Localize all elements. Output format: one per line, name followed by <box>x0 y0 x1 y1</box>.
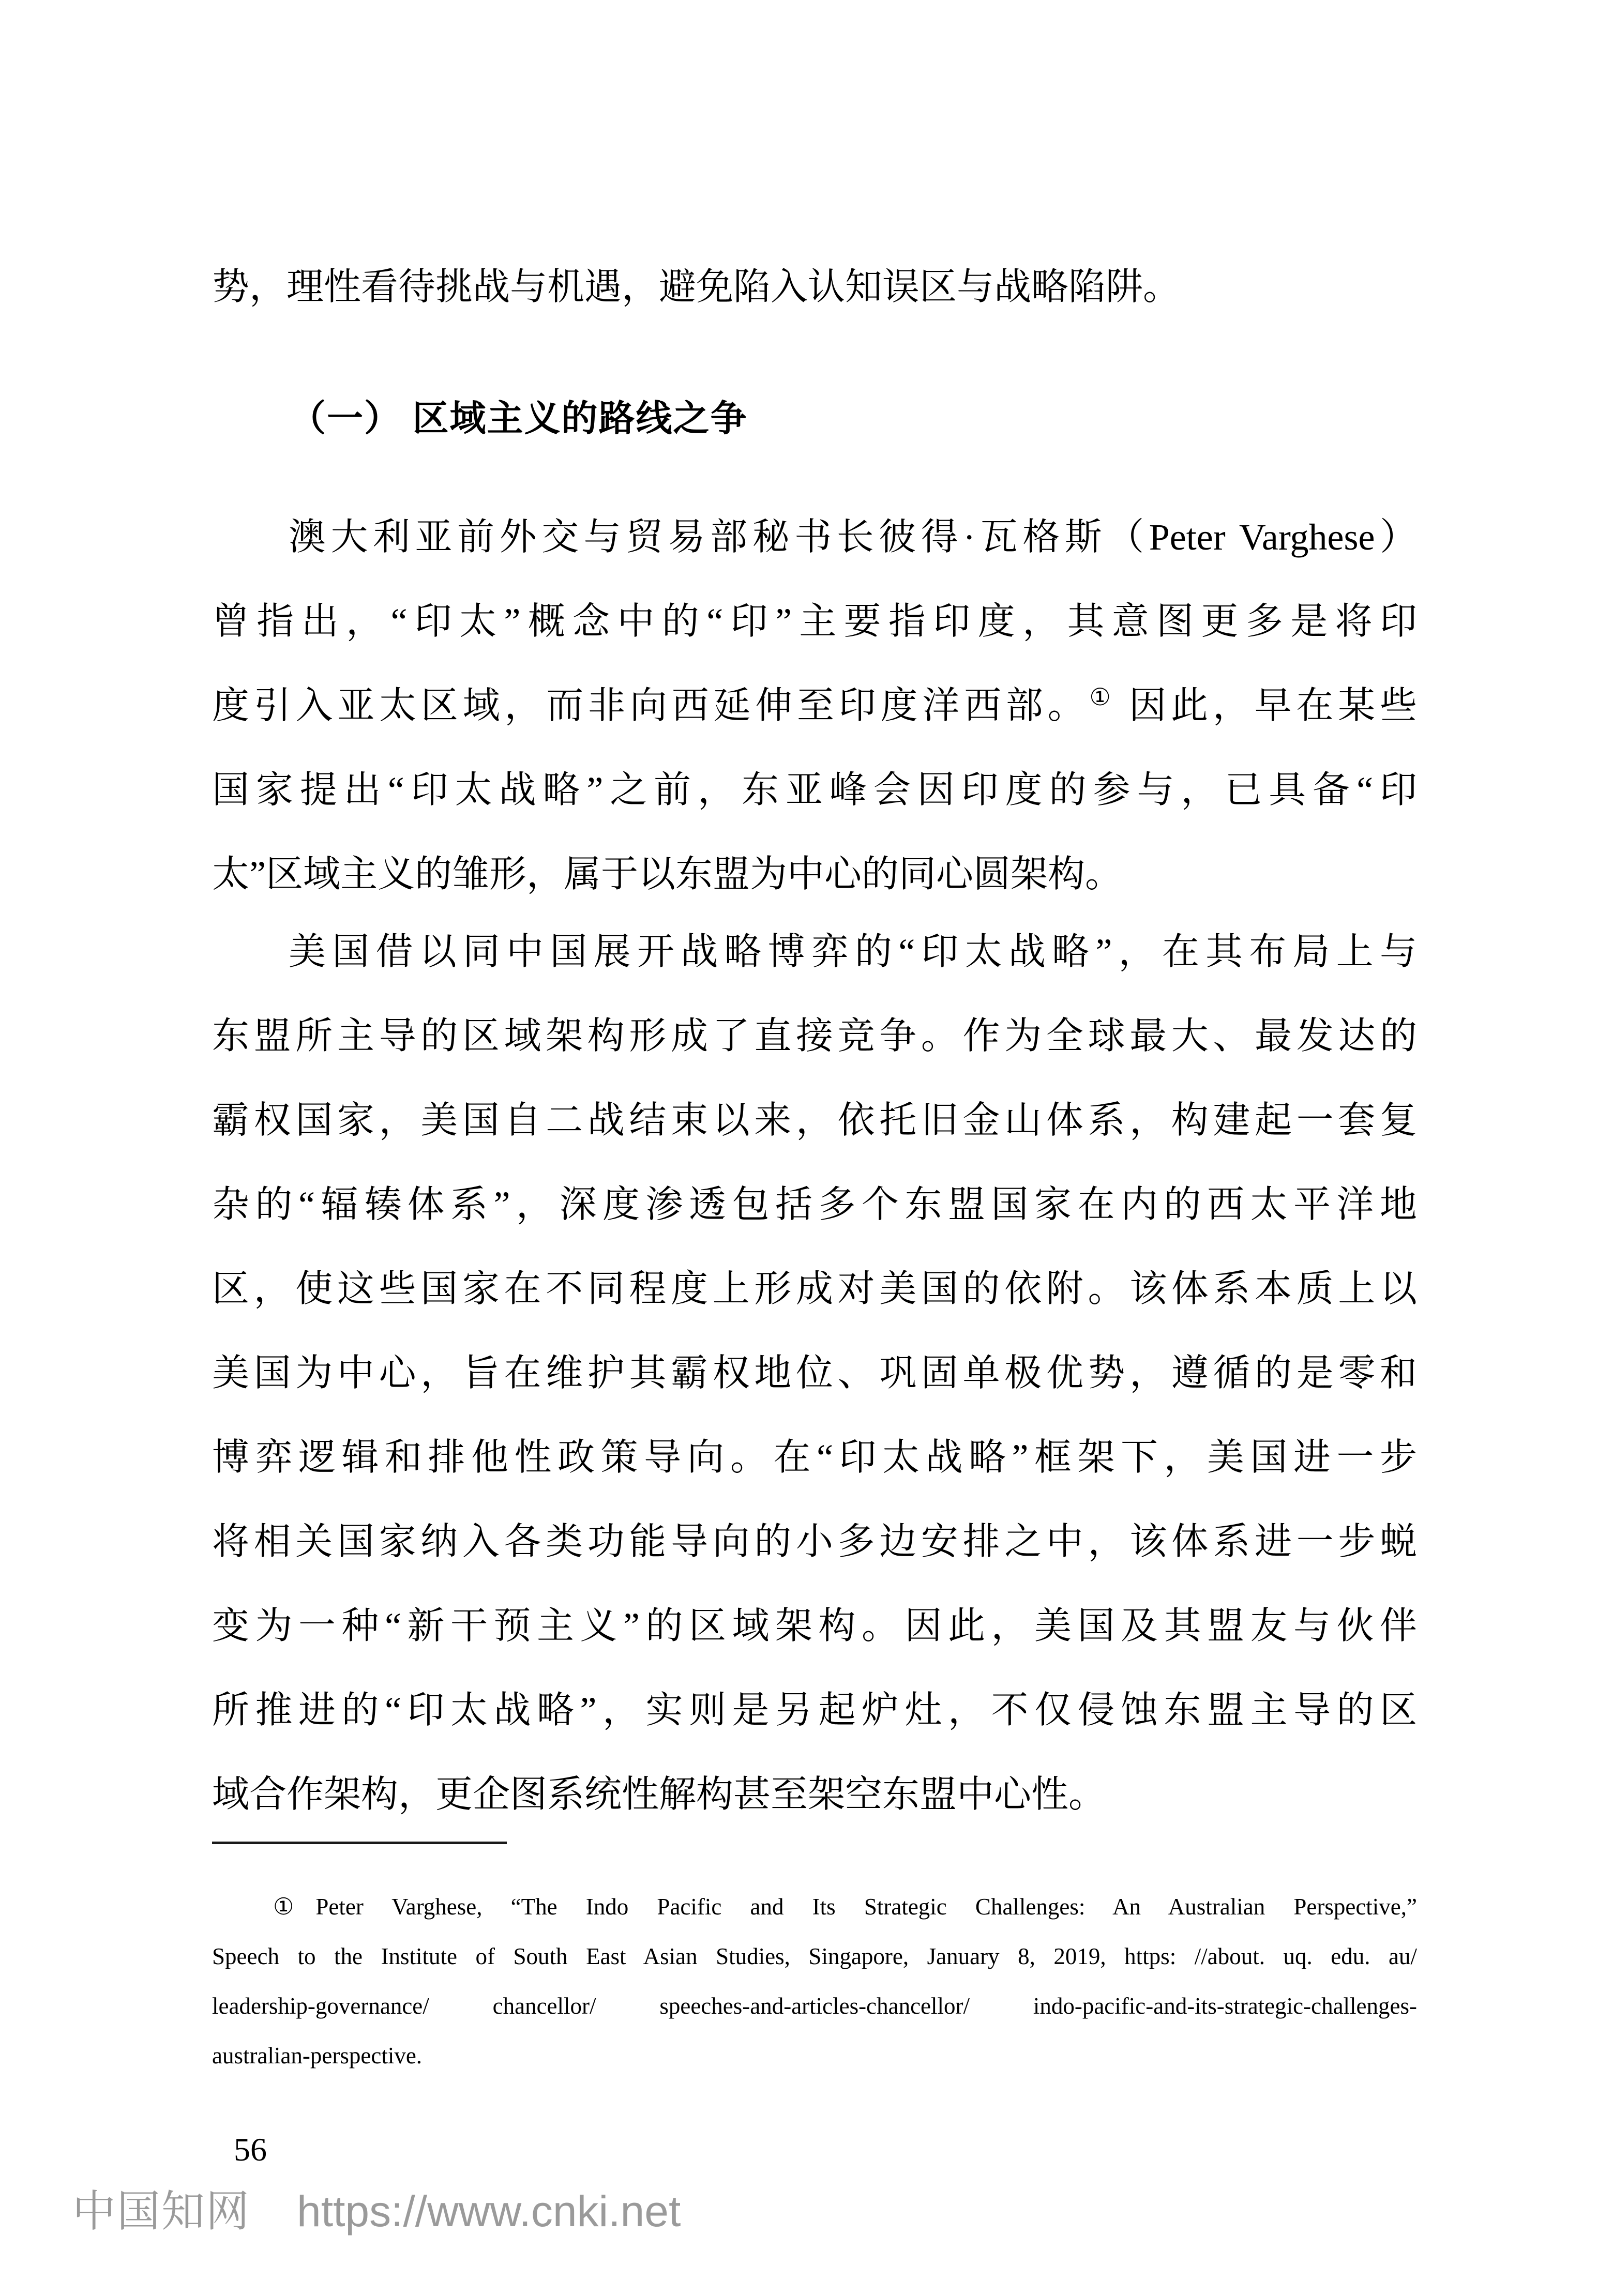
paragraph-1 <box>212 495 1417 917</box>
footnote-line: leadership-governance/ chancellor/ speeches-and-articles-chancellor/ indo-pacific-and-its-strategic-challenges- <box>212 1993 1417 2019</box>
watermark-url: https://www.cnki.net <box>297 2187 681 2236</box>
footnote-line: australian-perspective. <box>212 2043 423 2069</box>
continuation-line: 势，理性看待挑战与机遇，避免陷入认知误区与战略陷阱。 <box>212 266 1181 308</box>
text-segment: 因此，早在某些 <box>1115 685 1417 726</box>
section-heading: （一） 区域主义的路线之争 <box>290 398 748 438</box>
text-segment: 度引入亚太区域，而非向西延伸至印度洋西部。 <box>212 685 1090 726</box>
text-line: 变为一种“新干预主义”的区域架构。因此，美国及其盟友与伙伴 <box>212 1605 1417 1647</box>
text-line: 美国借以同中国展开战略博弈的“印太战略”，在其布局上与 <box>289 931 1417 972</box>
page-number: 56 <box>234 2131 267 2168</box>
text-line: 区，使这些国家在不同程度上形成对美国的依附。该体系本质上以 <box>212 1268 1417 1310</box>
footnote-line: Speech to the Institute of South East Asian Studies, Singapore, January 8, 2019, https: //about. uq. edu. au/ <box>212 1943 1417 1969</box>
text-line: 所推进的“印太战略”，实则是另起炉灶，不仅侵蚀东盟主导的区 <box>212 1690 1417 1731</box>
footnote-line <box>212 1882 1417 1932</box>
text-line: 霸权国家，美国自二战结束以来，依托旧金山体系，构建起一套复 <box>212 1100 1417 1141</box>
footnote-reference-marker: ① <box>1089 684 1115 710</box>
text-line: 域合作架构，更企图系统性解构甚至架空东盟中心性。 <box>212 1774 1106 1815</box>
watermark-brand: 中国知网 <box>72 2188 251 2236</box>
text-line: 东盟所主导的区域架构形成了直接竞争。作为全球最大、最发达的 <box>212 1015 1417 1057</box>
text-line <box>212 664 1417 748</box>
footnote-separator <box>212 1842 507 1844</box>
text-line: 杂的“辐辏体系”，深度渗透包括多个东盟国家在内的西太平洋地 <box>212 1184 1417 1225</box>
footnote-marker: ① <box>273 1894 294 1920</box>
text-line: 国家提出“印太战略”之前，东亚峰会因印度的参与，已具备“印 <box>212 769 1417 811</box>
footnote-text: Peter Varghese, “The Indo Pacific and Its Strategic Challenges: An Australian Perspective,” <box>315 1894 1417 1920</box>
paragraph-2 <box>212 910 1417 1837</box>
text-line: 博弈逻辑和排他性政策导向。在“印太战略”框架下，美国进一步 <box>212 1437 1417 1478</box>
text-line: 太”区域主义的雏形，属于以东盟为中心的同心圆架构。 <box>212 854 1122 895</box>
footnote <box>212 1882 1417 2080</box>
text-line: 澳大利亚前外交与贸易部秘书长彼得·瓦格斯（Peter Varghese） <box>289 516 1417 558</box>
watermark <box>72 2183 1314 2241</box>
text-line: 美国为中心，旨在维护其霸权地位、巩固单极优势，遵循的是零和 <box>212 1352 1417 1394</box>
text-line: 曾指出，“印太”概念中的“印”主要指印度，其意图更多是将印 <box>212 601 1417 642</box>
text-line: 将相关国家纳入各类功能导向的小多边安排之中，该体系进一步蜕 <box>212 1521 1417 1562</box>
